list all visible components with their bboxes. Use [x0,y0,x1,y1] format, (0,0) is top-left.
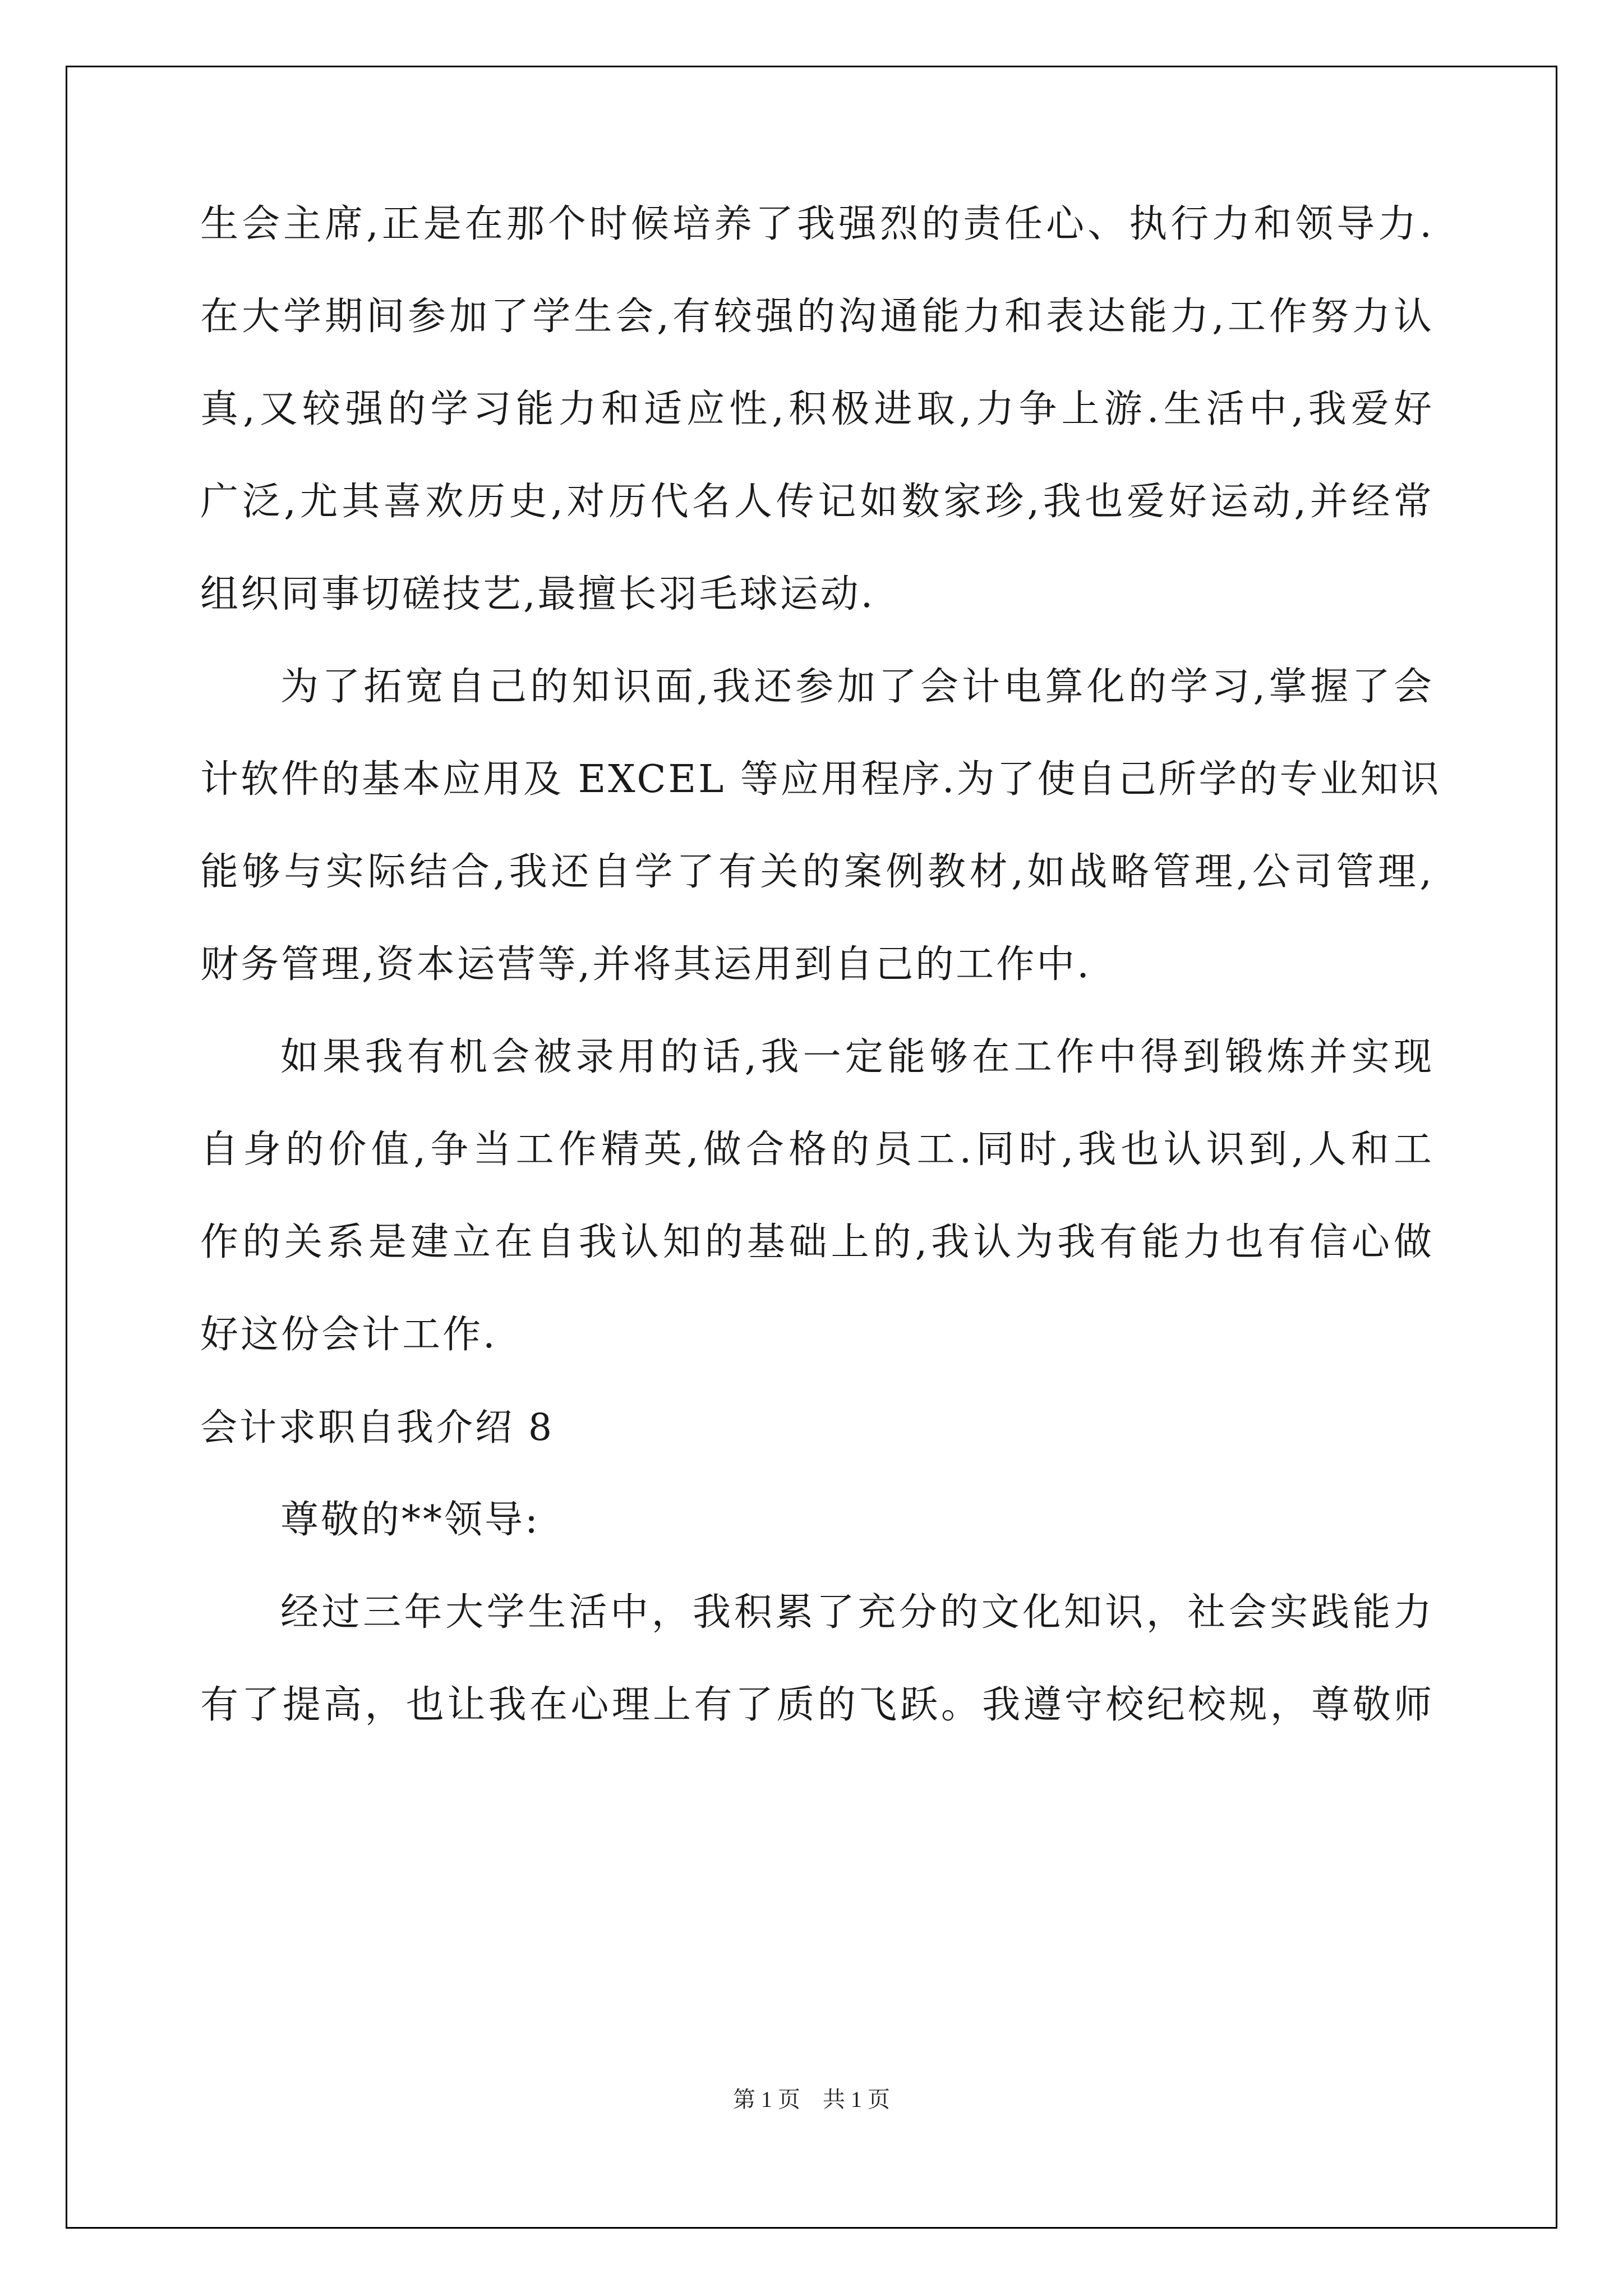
text-line: 能够与实际结合,我还自学了有关的案例教材,如战略管理,公司管理, [200,850,1434,894]
text-line: 作的关系是建立在自我认知的基础上的,我认为我有能力也有信心做 [200,1220,1434,1264]
text-line: 广泛,尤其喜欢历史,对历代名人传记如数家珍,我也爱好运动,并经常 [200,480,1434,524]
salutation: 尊敬的**领导: [280,1498,540,1542]
text-line: 计软件的基本应用及 EXCEL 等应用程序.为了使自己所学的专业知识 [200,757,1441,802]
text-line: 好这份会计工作. [200,1313,497,1357]
paragraph-first-line: 经过三年大学生活中，我积累了充分的文化知识，社会实践能力 [280,1590,1434,1635]
text-line: 生会主席,正是在那个时候培养了我强烈的责任心、执行力和领导力. [200,202,1434,246]
paragraph-first-line: 为了拓宽自己的知识面,我还参加了会计电算化的学习,掌握了会 [280,665,1434,709]
text-line: 财务管理,资本运营等,并将其运用到自己的工作中. [200,942,1091,987]
text-line: 有了提高，也让我在心理上有了质的飞跃。我遵守校纪校规，尊敬师 [200,1683,1434,1727]
text-line: 在大学期间参加了学生会,有较强的沟通能力和表达能力,工作努力认 [200,295,1434,339]
section-heading: 会计求职自我介绍 8 [200,1406,554,1449]
paragraph-first-line: 如果我有机会被录用的话,我一定能够在工作中得到锻炼并实现 [280,1035,1434,1079]
text-line: 自身的价值,争当工作精英,做合格的员工.同时,我也认识到,人和工 [200,1128,1435,1172]
page-number-footer: 第 1 页 共 1 页 [733,2087,890,2112]
text-line: 组织同事切磋技艺,最擅长羽毛球运动. [200,572,875,616]
text-line: 真,又较强的学习能力和适应性,积极进取,力争上游.生活中,我爱好 [200,387,1434,431]
